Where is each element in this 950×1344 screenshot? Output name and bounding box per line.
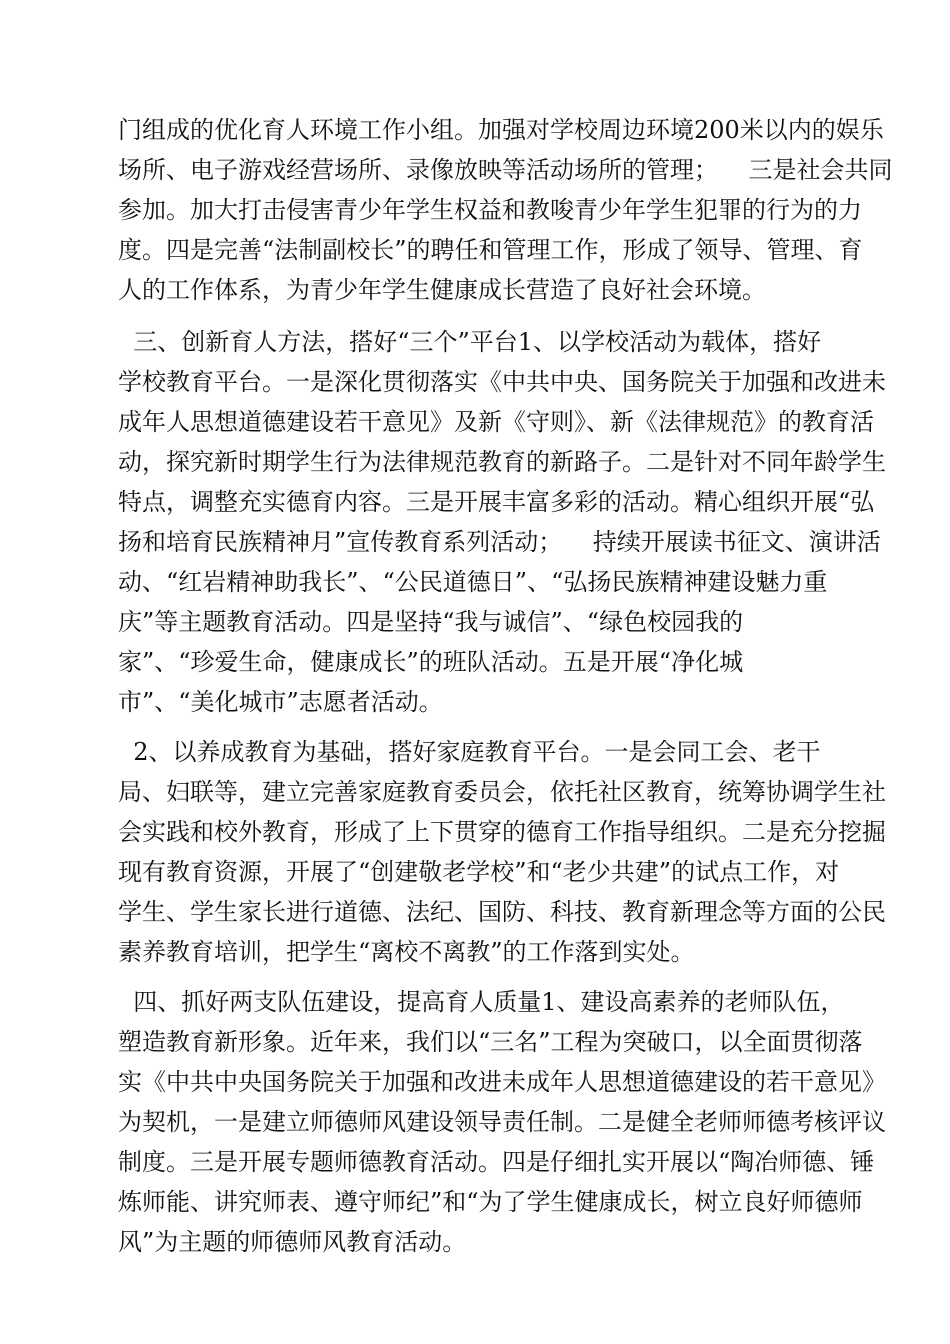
text-line: 成年人思想道德建设若干意见》及新《守则》、新《法律规范》的教育活 <box>118 408 874 436</box>
text-line: 人的工作体系，为青少年学生健康成长营造了良好社会环境。 <box>118 276 766 304</box>
text-line: 素养教育培训，把学生“离校不离教”的工作落到实处。 <box>118 938 695 966</box>
text-line: 实《中共中央国务院关于加强和改进未成年人思想道德建设的若干意见》 <box>118 1068 886 1096</box>
text-line: 场所、电子游戏经营场所、录像放映等活动场所的管理； 三是社会共同 <box>118 156 893 184</box>
text-line: 为契机，一是建立师德师风建设领导责任制。二是健全老师师德考核评议 <box>118 1108 886 1136</box>
text-line: 家”、“珍爱生命，健康成长”的班队活动。五是开展“净化城 <box>118 648 744 676</box>
text-line: 塑造教育新形象。近年来，我们以“三名”工程为突破口，以全面贯彻落 <box>118 1028 863 1056</box>
text-line: 炼师能、讲究师表、遵守师纪”和“为了学生健康成长，树立良好师德师 <box>118 1188 863 1216</box>
text-line: 特点，调整充实德育内容。三是开展丰富多彩的活动。精心组织开展“弘 <box>118 488 875 516</box>
text-line: 学校教育平台。一是深化贯彻落实《中共中央、国务院关于加强和改进未 <box>118 368 886 396</box>
text-line: 扬和培育民族精神月”宣传教育系列活动； 持续开展读书征文、演讲活 <box>118 528 881 556</box>
text-line: 动，探究新时期学生行为法律规范教育的新路子。二是针对不同年龄学生 <box>118 448 886 476</box>
text-line: 风”为主题的师德师风教育活动。 <box>118 1228 467 1256</box>
text-line: 门组成的优化育人环境工作小组。加强对学校周边环境200米以内的娱乐 <box>118 116 884 144</box>
text-line: 局、妇联等，建立完善家庭教育委员会，依托社区教育，统筹协调学生社 <box>118 778 886 806</box>
text-line: 参加。加大打击侵害青少年学生权益和教唆青少年学生犯罪的行为的力 <box>118 196 862 224</box>
text-line: 2、以养成教育为基础，搭好家庭教育平台。一是会同工会、老干 <box>118 738 821 766</box>
text-line: 现有教育资源，开展了“创建敬老学校”和“老少共建”的试点工作，对 <box>118 858 840 886</box>
text-line: 会实践和校外教育，形成了上下贯穿的德育工作指导组织。二是充分挖掘 <box>118 818 886 846</box>
text-line: 度。四是完善“法制副校长”的聘任和管理工作，形成了领导、管理、育 <box>118 236 863 264</box>
text-line: 制度。三是开展专题师德教育活动。四是仔细扎实开展以“陶冶师德、锤 <box>118 1148 875 1176</box>
text-line: 学生、学生家长进行道德、法纪、国防、科技、教育新理念等方面的公民 <box>118 898 886 926</box>
text-line: 市”、“美化城市”志愿者活动。 <box>118 688 443 716</box>
text-line: 三、创新育人方法，搭好“三个”平台1、以学校活动为载体，搭好 <box>118 328 822 356</box>
text-line: 庆”等主题教育活动。四是坚持“我与诚信”、“绿色校园我的 <box>118 608 744 636</box>
text-line: 动、“红岩精神助我长”、“公民道德日”、“弘扬民族精神建设魅力重 <box>118 568 828 596</box>
text-line: 四、抓好两支队伍建设，提高育人质量1、建设高素养的老师队伍， <box>118 988 845 1016</box>
